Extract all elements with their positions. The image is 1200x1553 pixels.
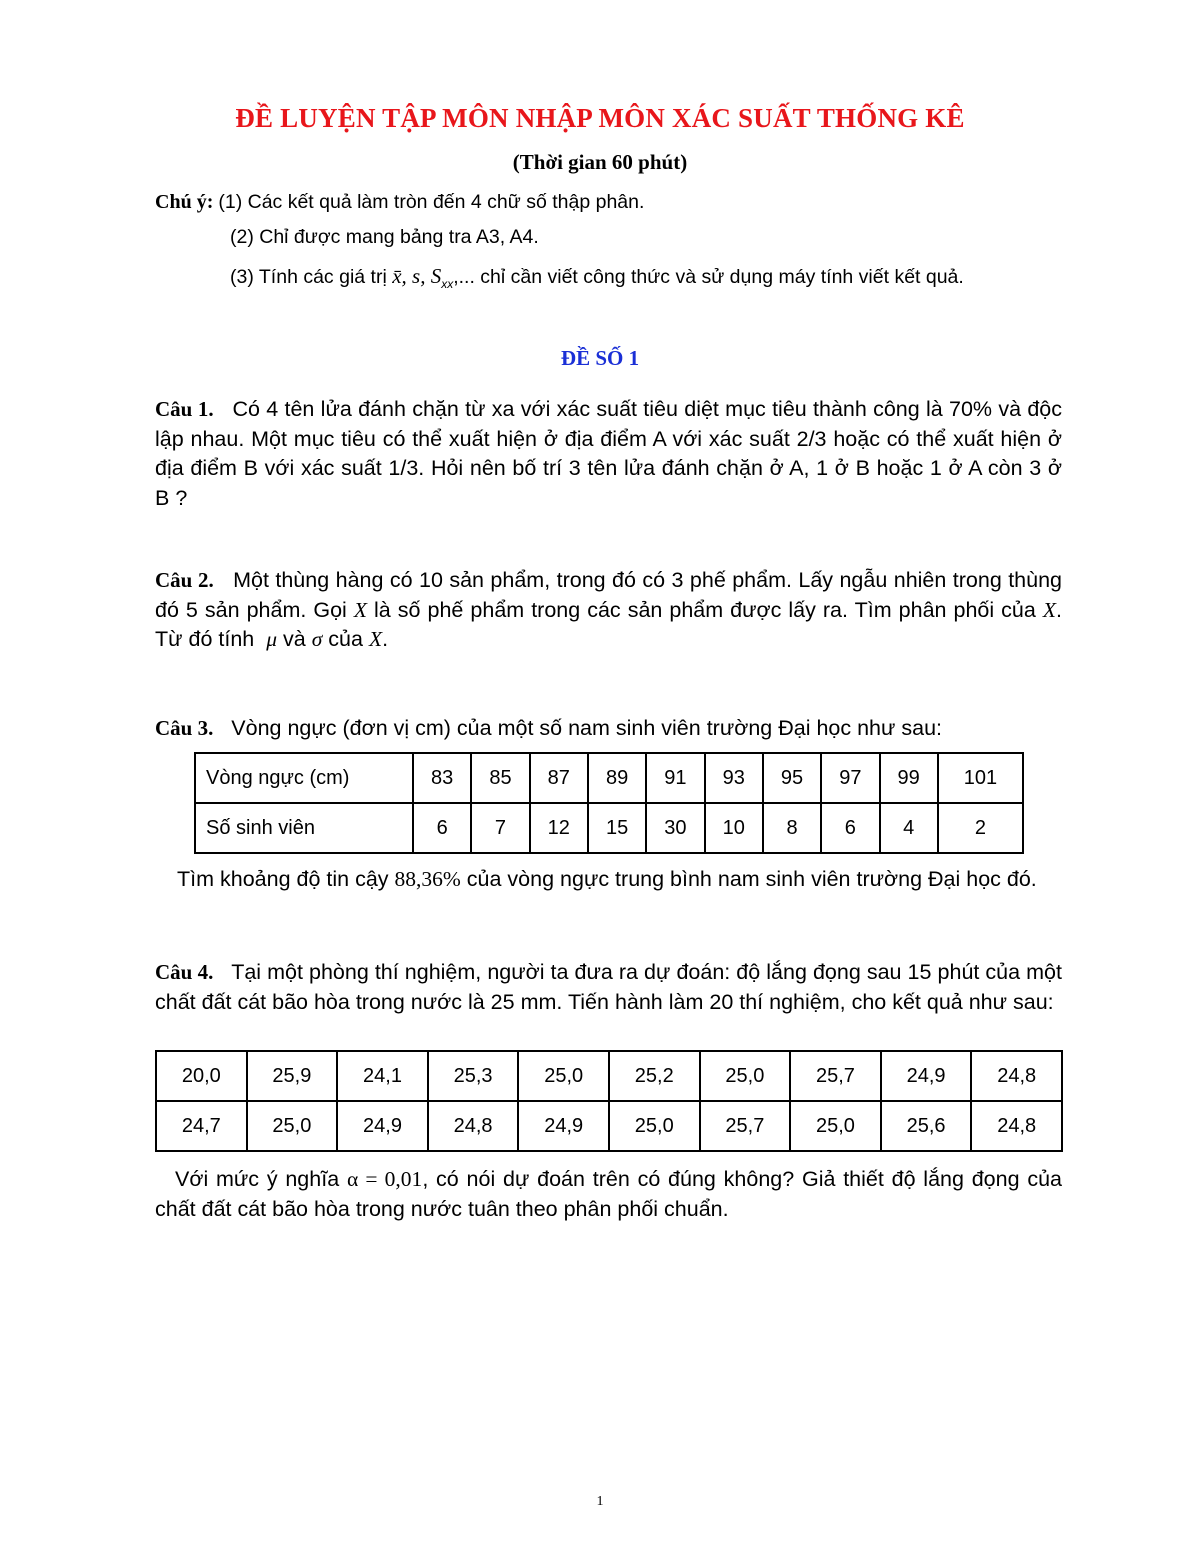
table-cell: 30	[646, 803, 704, 853]
table-cell: 15	[588, 803, 646, 853]
table-row	[156, 1101, 1062, 1151]
question-3: Câu 3. Vòng ngực (đơn vị cm) của một số nam sinh viên trường Đại học như sau:	[155, 716, 942, 740]
table-cell: 24,8	[971, 1101, 1062, 1151]
note-1: Chú ý: (1) Các kết quả làm tròn đến 4 chữ số thập phân.	[155, 191, 645, 213]
table-cell: 25,0	[518, 1051, 609, 1101]
table-cell: 24,9	[337, 1101, 428, 1151]
question-4: Câu 4. Tại một phòng thí nghiệm, người ta đưa ra dự đoán: độ lắng đọng sau 15 phút của một chất đất cát bão hòa trong nước là 25 mm. Tiến hành làm 20 thí nghiệm, cho kết quả như sau:	[155, 960, 1062, 1014]
table-row	[195, 803, 1023, 853]
table-cell: 20,0	[156, 1051, 247, 1101]
table-row	[195, 753, 1023, 803]
question-4-task: Với mức ý nghĩa α = 0,01, có nói dự đoán trên có đúng không? Giả thiết độ lắng đọng của chất đất cát bão hòa trong nước tuân theo phân phối chuẩn.	[155, 1167, 1062, 1221]
table-cell: 83	[413, 753, 471, 803]
table-cell: 25,0	[609, 1101, 700, 1151]
table-cell: 24,9	[881, 1051, 972, 1101]
table-cell: 24,7	[156, 1101, 247, 1151]
question-2: Câu 2. Một thùng hàng có 10 sản phẩm, trong đó có 3 phế phẩm. Lấy ngẫu nhiên trong thùng đó 5 sản phẩm. Gọi X là số phế phẩm trong các sản phẩm được lấy ra. Tìm phân phối của X. Từ đó tính μ và σ của X.	[155, 568, 1063, 651]
table-cell: 97	[821, 753, 879, 803]
table-cell: 25,3	[428, 1051, 519, 1101]
table-cell: 25,7	[700, 1101, 791, 1151]
table-cell: 2	[938, 803, 1023, 853]
table-cell: 24,8	[428, 1101, 519, 1151]
exam-number-heading: ĐỀ SỐ 1	[560, 346, 640, 370]
table-cell: 24,8	[971, 1051, 1062, 1101]
question-3-task: Tìm khoảng độ tin cậy 88,36% của vòng ngực trung bình nam sinh viên trường Đại học đó.	[177, 867, 1037, 891]
table-cell: 25,9	[247, 1051, 338, 1101]
table-cell: 25,2	[609, 1051, 700, 1101]
chest-size-table	[194, 752, 1024, 854]
table-cell: 25,7	[790, 1051, 881, 1101]
note-2: (2) Chỉ được mang bảng tra A3, A4.	[230, 226, 539, 248]
note-3: (3) Tính các giá trị x̄, s, $S_{xx}$,... chỉ cần viết công thức và sử dụng máy tính viết kết quả.	[230, 264, 964, 291]
table-cell: 101	[938, 753, 1023, 803]
question-1: Câu 1. Có 4 tên lửa đánh chặn từ xa với xác suất tiêu diệt mục tiêu thành công là 70% và độc lập nhau. Một mục tiêu có thể xuất hiện ở địa điểm A với xác suất 2/3 hoặc có thể xuất hiện ở địa điểm B với xác suất 1/3. Hỏi nên bố trí 3 tên lửa đánh chặn ở A, 1 ở B hoặc 1 ở A còn 3 ở B ?	[155, 397, 1062, 510]
table-cell: 25,0	[247, 1101, 338, 1151]
table-cell: 8	[763, 803, 821, 853]
table-cell: 25,0	[700, 1051, 791, 1101]
table-cell: 87	[530, 753, 588, 803]
row-label: Vòng ngực (cm)	[195, 753, 413, 803]
table-cell: 24,9	[518, 1101, 609, 1151]
table-cell: 4	[880, 803, 938, 853]
table-cell: 25,6	[881, 1101, 972, 1151]
table-cell: 12	[530, 803, 588, 853]
table-cell: 93	[705, 753, 763, 803]
table-row	[156, 1051, 1062, 1101]
table-cell: 6	[413, 803, 471, 853]
table-cell: 95	[763, 753, 821, 803]
sediment-table	[155, 1050, 1063, 1152]
table-cell: 25,0	[790, 1101, 881, 1151]
page-title: ĐỀ LUYỆN TẬP MÔN NHẬP MÔN XÁC SUẤT THỐNG KÊ	[235, 103, 965, 133]
table-cell: 7	[471, 803, 529, 853]
table-cell: 85	[471, 753, 529, 803]
table-cell: 89	[588, 753, 646, 803]
time-limit: (Thời gian 60 phút)	[512, 150, 688, 174]
note-label: Chú ý:	[155, 191, 214, 213]
table-cell: 99	[880, 753, 938, 803]
table-cell: 10	[705, 803, 763, 853]
table-cell: 6	[821, 803, 879, 853]
row-label: Số sinh viên	[195, 803, 413, 853]
table-cell: 24,1	[337, 1051, 428, 1101]
page-number: 1	[596, 1494, 604, 1509]
table-cell: 91	[646, 753, 704, 803]
